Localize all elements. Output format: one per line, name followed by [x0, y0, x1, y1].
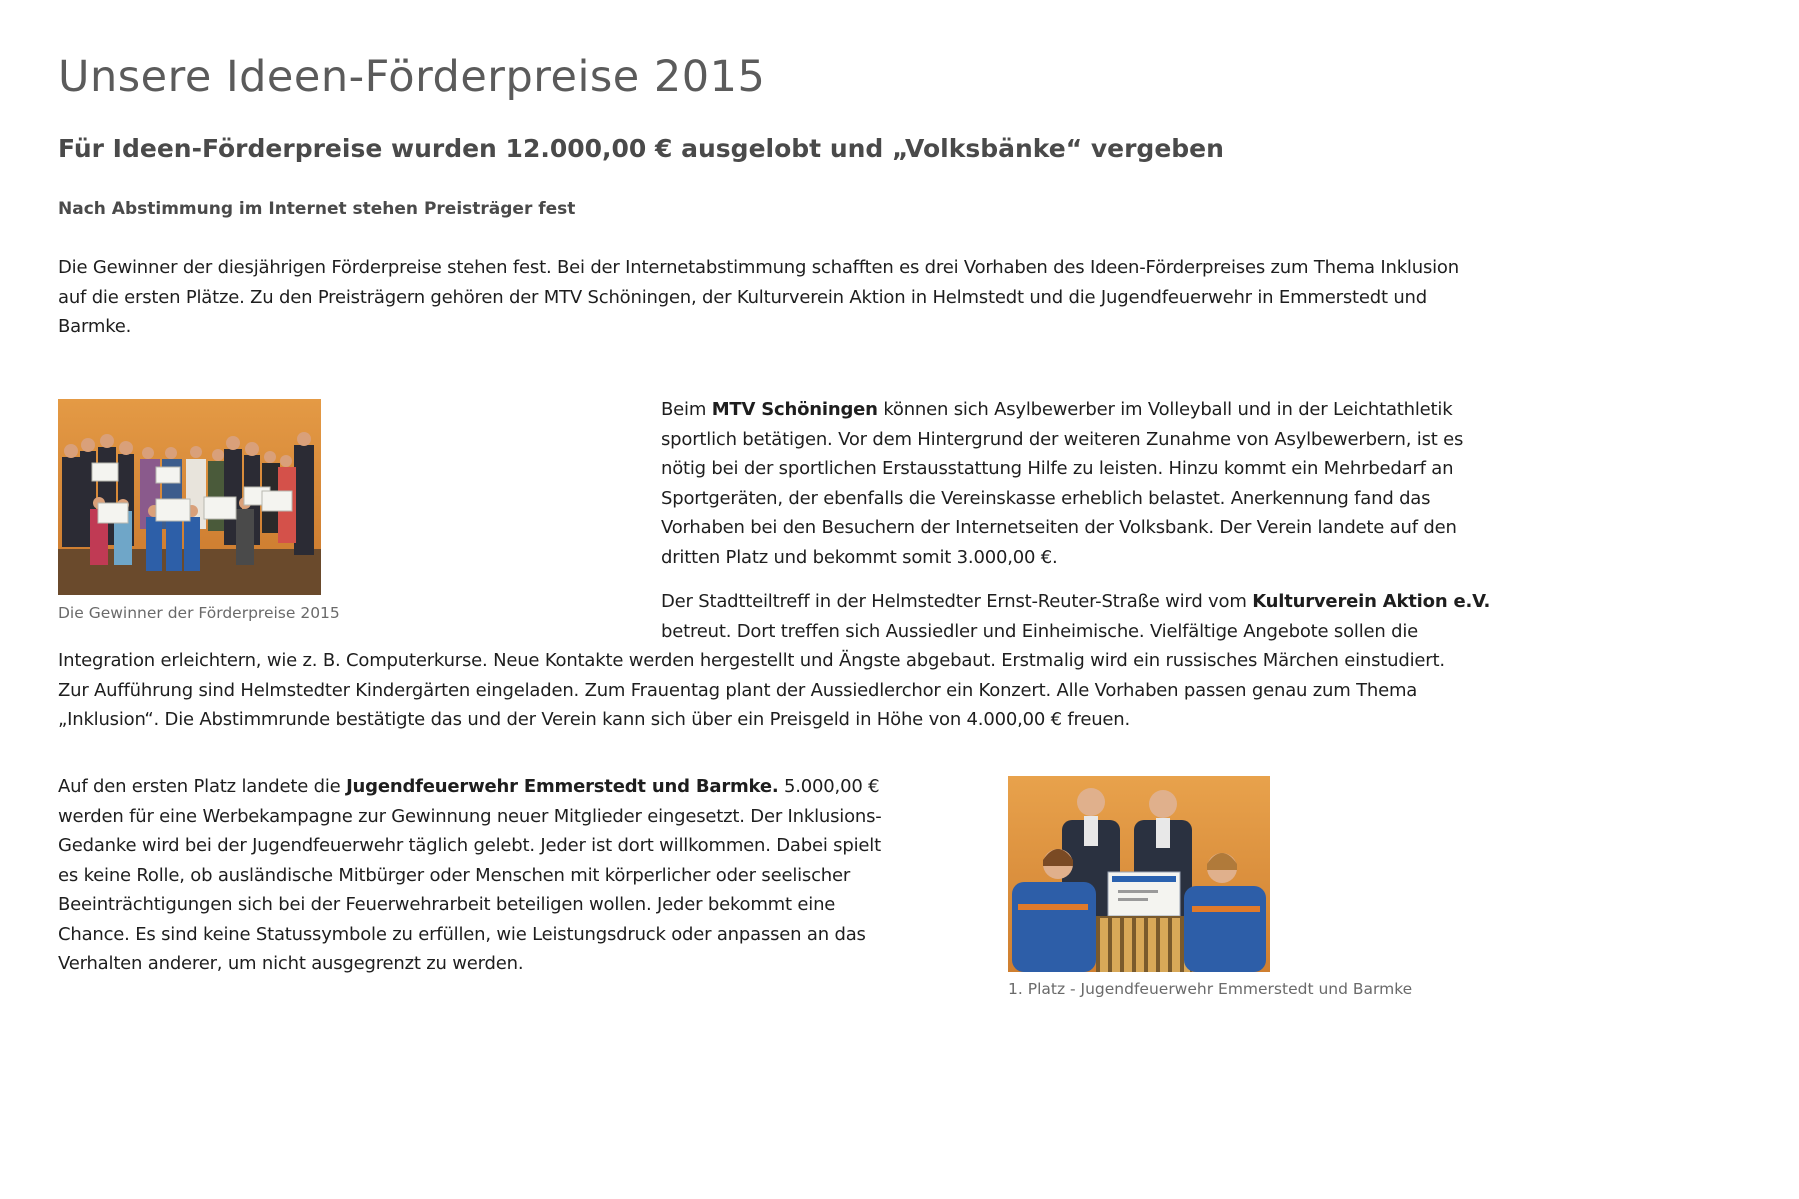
- kultur-paragraph-top: [661, 587, 1490, 646]
- mtv-lead-text: Beim: [661, 399, 712, 420]
- jfw-line: Beeinträchtigungen sich bei der Feuerwehrarbeit beteiligen wollen. Jeder bekommt eine: [58, 894, 836, 915]
- kultur-club-name: Kulturverein Aktion e.V.: [1252, 591, 1491, 612]
- jfw-lead-text: Auf den ersten Platz landete die: [58, 776, 347, 797]
- kultur-first-line: [661, 587, 1490, 617]
- kultur-line: betreut. Dort treffen sich Aussiedler und Einheimische. Vielfältige Angebote sollen die: [661, 620, 1419, 642]
- kultur-line: „Inklusion“. Die Abstimmrunde bestätigte das und der Verein kann sich über ein Preisgeld in Höhe von 4.000,00 € freuen.: [58, 709, 1131, 730]
- winners-photo-caption: Die Gewinner der Förderpreise 2015: [58, 604, 340, 622]
- jfw-line: es keine Rolle, ob ausländische Mitbürger oder Menschen mit körperlicher oder seelischer: [58, 864, 851, 886]
- intro-paragraph: [58, 253, 1459, 342]
- winners-group-photo: [58, 399, 321, 595]
- mtv-club-name: MTV Schöningen: [711, 399, 878, 420]
- jfw-lead-rest: 5.000,00 €: [778, 776, 880, 797]
- mtv-line: dritten Platz und bekommt somit 3.000,00 €.: [661, 546, 1058, 568]
- intro-line: auf die ersten Plätze. Zu den Preisträgern gehören der MTV Schöningen, der Kulturverein Aktion in Helmstedt und die Jugendfeuerwehr in Emmerstedt und: [58, 286, 1427, 308]
- jfw-club-name: Jugendfeuerwehr Emmerstedt und Barmke.: [346, 776, 779, 797]
- jfw-line: werden für eine Werbekampagne zur Gewinnung neuer Mitglieder eingesetzt. Der Inklusions-: [58, 805, 882, 827]
- mtv-line: Sportgeräten, der ebenfalls die Vereinskasse erheblich belastet. Anerkennung fand das: [661, 487, 1431, 509]
- mtv-line: nötig bei der sportlichen Erstausstattung Hilfe zu leisten. Hinzu kommt ein Mehrbedarf an: [661, 458, 1454, 479]
- page-title: Unsere Ideen-Förderpreise 2015: [58, 52, 766, 102]
- mtv-first-line: [661, 395, 1463, 425]
- first-place-photo: [1008, 776, 1270, 972]
- jfw-first-line: [58, 772, 882, 802]
- jfw-line: Gedanke wird bei der Jugendfeuerwehr täglich gelebt. Jeder ist dort willkommen. Dabei spielt: [58, 835, 881, 856]
- kultur-lead-text: Der Stadtteiltreff in der Helmstedter Ernst-Reuter-Straße wird vom: [661, 591, 1253, 612]
- jfw-paragraph: [58, 772, 882, 979]
- first-place-photo-caption: 1. Platz - Jugendfeuerwehr Emmerstedt und Barmke: [1008, 980, 1413, 998]
- jfw-line: Chance. Es sind keine Statussymbole zu erfüllen, wie Leistungsdruck oder anpassen an das: [58, 923, 866, 945]
- kultur-line: Integration erleichtern, wie z. B. Computerkurse. Neue Kontakte werden hergestellt und Ängste abgebaut. Erstmalig wird ein russisches Märchen einstudiert.: [58, 650, 1445, 671]
- kultur-line: Zur Aufführung sind Helmstedter Kindergärten eingeladen. Zum Frauentag plant der Aussiedlerchor ein Konzert. Alle Vorhaben passen genau zum Thema: [58, 679, 1418, 701]
- mtv-line: Vorhaben bei den Besuchern der Internetseiten der Volksbank. Der Verein landete auf den: [661, 517, 1457, 538]
- mtv-lead-rest: können sich Asylbewerber im Volleyball und in der Leichtathletik: [877, 399, 1453, 420]
- intro-line: Barmke.: [58, 316, 132, 337]
- page-subtitle: Für Ideen-Förderpreise wurden 12.000,00 € ausgelobt und „Volksbänke“ vergeben: [58, 134, 1224, 163]
- first-place-illustration: [1008, 776, 1270, 972]
- kultur-paragraph-bottom: [58, 646, 1445, 735]
- kicker-heading: Nach Abstimmung im Internet stehen Preisträger fest: [58, 199, 576, 219]
- mtv-line: sportlich betätigen. Vor dem Hintergrund der weiteren Zunahme von Asylbewerbern, ist es: [661, 428, 1464, 450]
- intro-line: Die Gewinner der diesjährigen Förderpreise stehen fest. Bei der Internetabstimmung schafften es drei Vorhaben des Ideen-Förderpreises zum Thema Inklusion: [58, 257, 1459, 278]
- jfw-line: Verhalten anderer, um nicht ausgegrenzt zu werden.: [58, 953, 524, 974]
- mtv-paragraph: [661, 395, 1463, 572]
- winners-group-illustration: [58, 399, 321, 595]
